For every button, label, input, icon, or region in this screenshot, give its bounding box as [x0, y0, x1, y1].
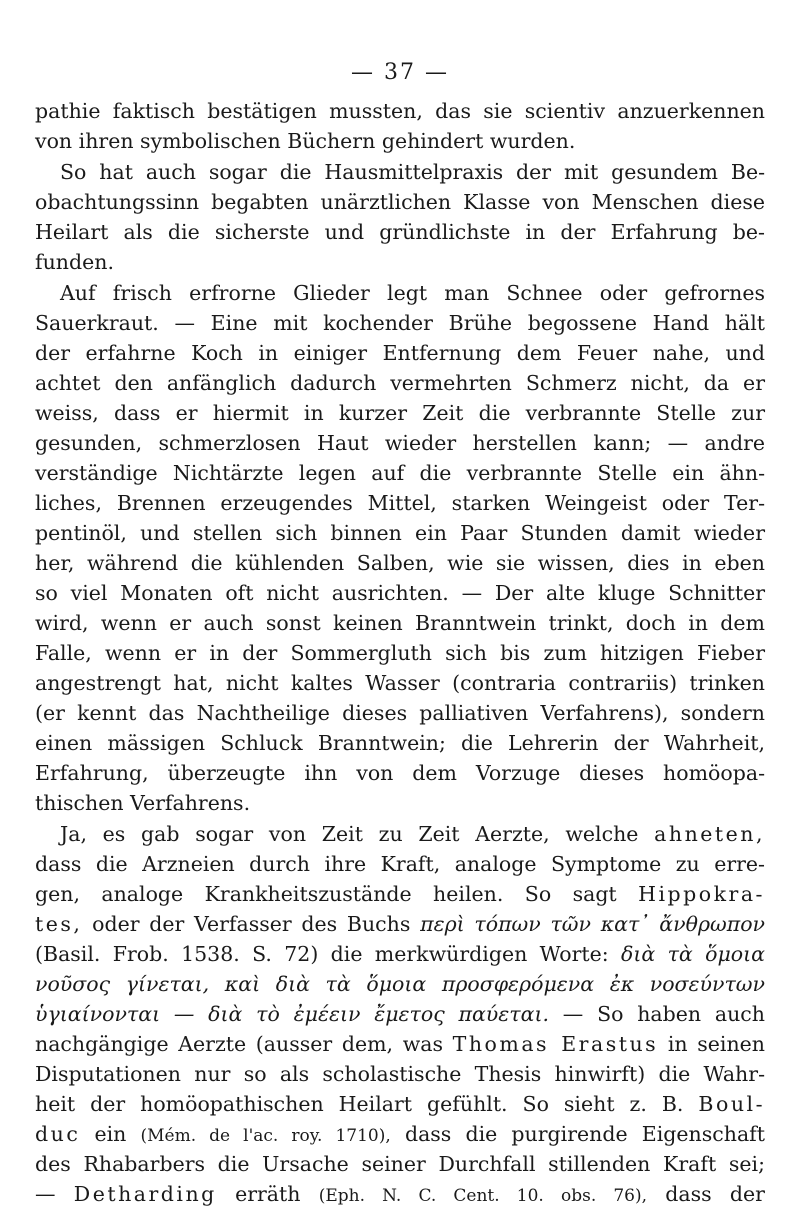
text-segment: Ja, es gab sogar von Zeit zu Zeit Aerzte, welche: [60, 822, 655, 846]
text-line: Disputationen nur so als scholastische Thesis hinwirft) die Wahr-: [35, 1062, 765, 1086]
text-line: verständige Nichtärzte legen auf die verbrannte Stelle ein ähn-: [35, 461, 765, 485]
text-line: Sauerkraut. — Eine mit kochender Brühe begossene Hand hält: [35, 311, 765, 335]
text-line: [60, 819, 765, 849]
text-line: angestrengt hat, nicht kaltes Wasser (contraria contrariis) trinken: [35, 671, 765, 695]
text-segment: nachgängige Aerzte (ausser dem, was: [35, 1032, 453, 1056]
author-name: Thomas Erastus: [452, 1032, 659, 1056]
text-line: weiss, dass er hiermit in kurzer Zeit die verbrannte Stelle zur: [35, 401, 765, 425]
text-line: [35, 909, 765, 939]
text-segment: —: [35, 1182, 74, 1206]
text-line: Auf frisch erfrorne Glieder legt man Schnee oder gefrornes: [60, 281, 765, 305]
page-number: — 37 —: [351, 60, 449, 85]
emphasized-term: ahneten,: [654, 822, 765, 846]
text-line: wird, wenn er auch sonst keinen Branntwein trinkt, doch in dem: [35, 611, 765, 635]
text-line: (er kennt das Nachtheilige dieses palliativen Verfahrens), sondern: [35, 701, 765, 725]
text-line: funden.: [35, 250, 114, 274]
text-line: thischen Verfahrens.: [35, 791, 251, 815]
text-line: des Rhabarbers die Ursache seiner Durchfall stillenden Kraft sei;: [35, 1152, 765, 1176]
text-segment: erräth: [216, 1182, 319, 1206]
citation: (Mém. de l'ac. roy. 1710),: [140, 1126, 391, 1146]
text-line: der erfahrne Koch in einiger Entfernung dem Feuer nahe, und: [35, 341, 765, 365]
citation: (Eph. N. C. Cent. 10. obs. 76),: [318, 1186, 648, 1206]
author-name: tes,: [35, 912, 83, 936]
author-name: Boul-: [698, 1092, 765, 1116]
author-name: Hippokra-: [638, 882, 765, 906]
text-segment: in seinen: [658, 1032, 765, 1056]
text-line: pathie faktisch bestätigen mussten, das sie scientiv anzuerkennen: [35, 99, 765, 123]
greek-title: περὶ τόπων τῶν κατ᾽ ἄνθρωπον: [420, 912, 765, 936]
text-segment: oder der Verfasser des Buchs: [82, 912, 421, 936]
text-line: [35, 1179, 765, 1209]
text-segment: ein: [80, 1122, 141, 1146]
text-line: Erfahrung, überzeugte ihn von dem Vorzuge dieses homöopa-: [35, 761, 765, 785]
text-line: so viel Monaten oft nicht ausrichten. — Der alte kluge Schnitter: [35, 581, 765, 605]
text-segment: heit der homöopathischen Heilart gefühlt. So sieht z. B.: [35, 1092, 699, 1116]
text-segment: — So haben auch: [549, 1002, 765, 1026]
text-line: [35, 939, 765, 969]
text-segment: dass der: [647, 1182, 765, 1206]
text-line: achtet den anfänglich dadurch vermehrten Schmerz nicht, da er: [35, 371, 765, 395]
greek-quote: ὑγιαίνονται — διὰ τὸ ἐμέειν ἔμετος παύεται.: [35, 1002, 550, 1026]
text-line: [35, 999, 765, 1029]
author-name: Detharding: [73, 1182, 217, 1206]
text-segment: gen, analoge Krankheitszustände heilen. So sagt: [35, 882, 639, 906]
text-line: Falle, wenn er in der Sommergluth sich bis zum hitzigen Fieber: [35, 641, 765, 665]
text-line: einen mässigen Schluck Branntwein; die Lehrerin der Wahrheit,: [35, 731, 765, 755]
text-segment: dass die purgirende Eigenschaft: [390, 1122, 766, 1146]
text-line-clipped: [35, 1209, 765, 1222]
greek-quote-line: νοῦσος γίνεται, καὶ διὰ τὰ ὅμοια προσφερόμενα ἐκ νοσεύντων: [35, 972, 765, 996]
author-name: duc: [35, 1122, 81, 1146]
text-line: pentinöl, und stellen sich binnen ein Paar Stunden damit wieder: [35, 521, 765, 545]
text-line: her, während die kühlenden Salben, wie sie wissen, dies in eben: [35, 551, 765, 575]
text-line: [35, 1119, 765, 1149]
text-line: [35, 879, 765, 909]
text-line: Heilart als die sicherste und gründlichste in der Erfahrung be-: [35, 220, 765, 244]
greek-quote: διὰ τὰ ὅμοια: [621, 942, 765, 966]
text-line: [35, 1029, 765, 1059]
text-segment: (Basil. Frob. 1538. S. 72) die merkwürdigen Worte:: [35, 942, 622, 966]
text-line: [35, 1089, 765, 1119]
text-line: obachtungssinn begabten unärztlichen Klasse von Menschen diese: [35, 190, 765, 214]
text-line: liches, Brennen erzeugendes Mittel, starken Weingeist oder Ter-: [35, 491, 765, 515]
text-line: gesunden, schmerzlosen Haut wieder herstellen kann; — andre: [35, 431, 765, 455]
text-line: von ihren symbolischen Büchern gehindert wurden.: [35, 129, 576, 153]
text-line: dass die Arzneien durch ihre Kraft, analoge Symptome zu erre-: [35, 852, 765, 876]
text-line: So hat auch sogar die Hausmittelpraxis der mit gesundem Be-: [60, 160, 765, 184]
